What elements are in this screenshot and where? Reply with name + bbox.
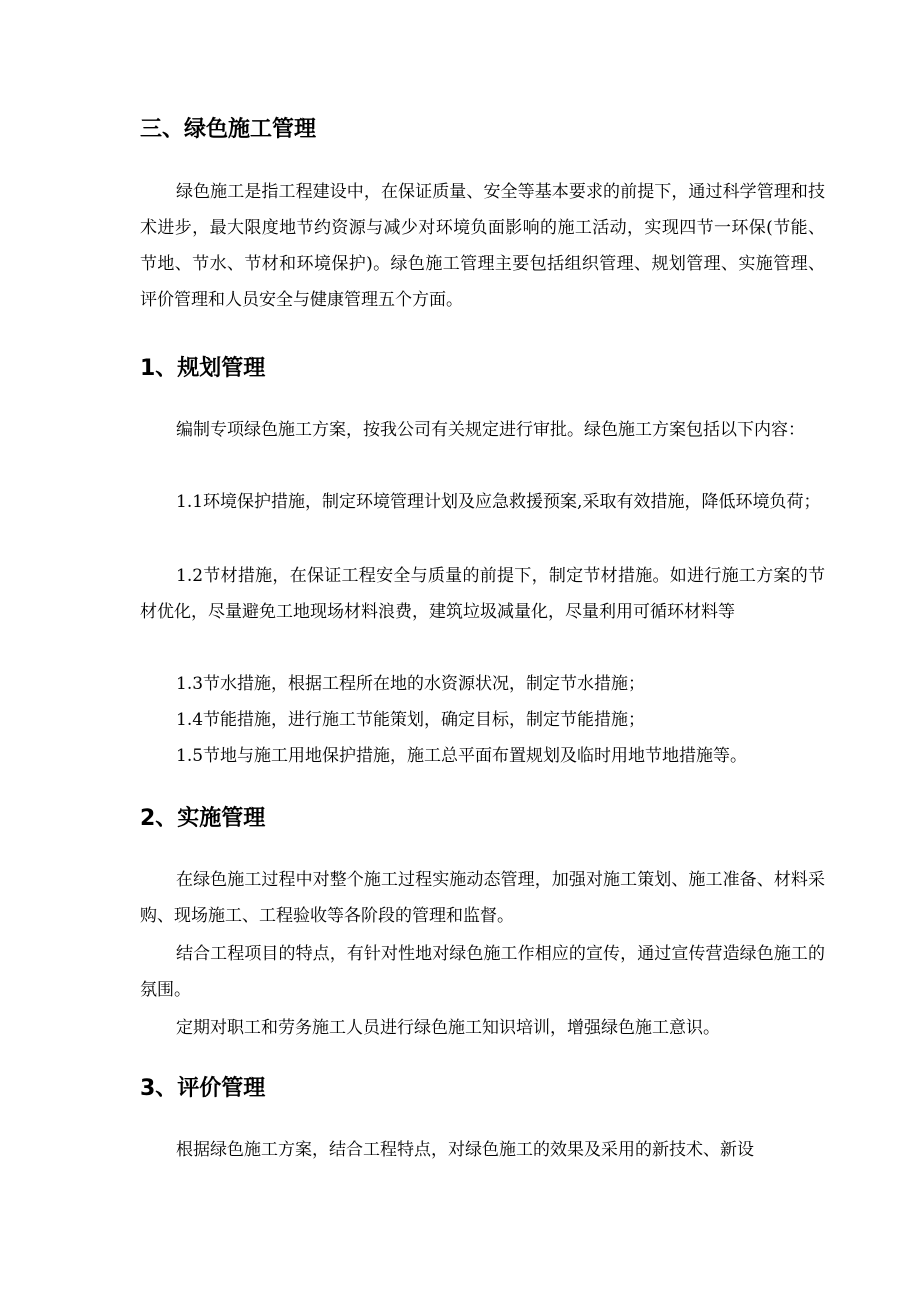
planning-item: 1.5节地与施工用地保护措施，施工总平面布置规划及临时用地节地措施等。 bbox=[176, 746, 748, 766]
planning-item: 1.4节能措施，进行施工节能策划，确定目标，制定节能措施； bbox=[176, 710, 646, 730]
heading-implementation: 2、实施管理 bbox=[140, 806, 266, 831]
planning-item: 1.1环境保护措施，制定环境管理计划及应急救援预案,采取有效措施，降低环境负荷； bbox=[176, 492, 821, 512]
intro-paragraph: 绿色施工是指工程建设中，在保证质量、安全等基本要求的前提下，通过科学管理和技术进步，最大限度地节约资源与减少对环境负面影响的施工活动，实现四节一环保(节能、节地、节水、节材和环境保护)。绿色施工管理主要包括组织管理、规划管理、实施管理、评价管理和人员安全与健康管理五个方面。 bbox=[140, 182, 825, 310]
evaluation-paragraph: 根据绿色施工方案，结合工程特点，对绿色施工的效果及采用的新技术、新设 bbox=[176, 1140, 754, 1160]
planning-item: 1.3节水措施，根据工程所在地的水资源状况，制定节水措施； bbox=[176, 674, 646, 694]
implementation-paragraph: 定期对职工和劳务施工人员进行绿色施工知识培训，增强绿色施工意识。 bbox=[176, 1018, 720, 1038]
heading-planning: 1、规划管理 bbox=[140, 356, 266, 381]
planning-item: 1.2节材措施，在保证工程安全与质量的前提下，制定节材措施。如进行施工方案的节材优化，尽量避免工地现场材料浪费，建筑垃圾减量化，尽量利用可循环材料等 bbox=[140, 566, 825, 622]
implementation-paragraph: 结合工程项目的特点，有针对性地对绿色施工作相应的宣传，通过宣传营造绿色施工的氛围。 bbox=[140, 944, 825, 1000]
implementation-paragraph: 在绿色施工过程中对整个施工过程实施动态管理，加强对施工策划、施工准备、材料采购、现场施工、工程验收等各阶段的管理和监督。 bbox=[140, 870, 825, 926]
heading-evaluation: 3、评价管理 bbox=[140, 1076, 266, 1101]
section-title: 三、绿色施工管理 bbox=[140, 117, 317, 142]
planning-intro: 编制专项绿色施工方案，按我公司有关规定进行审批。绿色施工方案包括以下内容： bbox=[176, 420, 805, 440]
